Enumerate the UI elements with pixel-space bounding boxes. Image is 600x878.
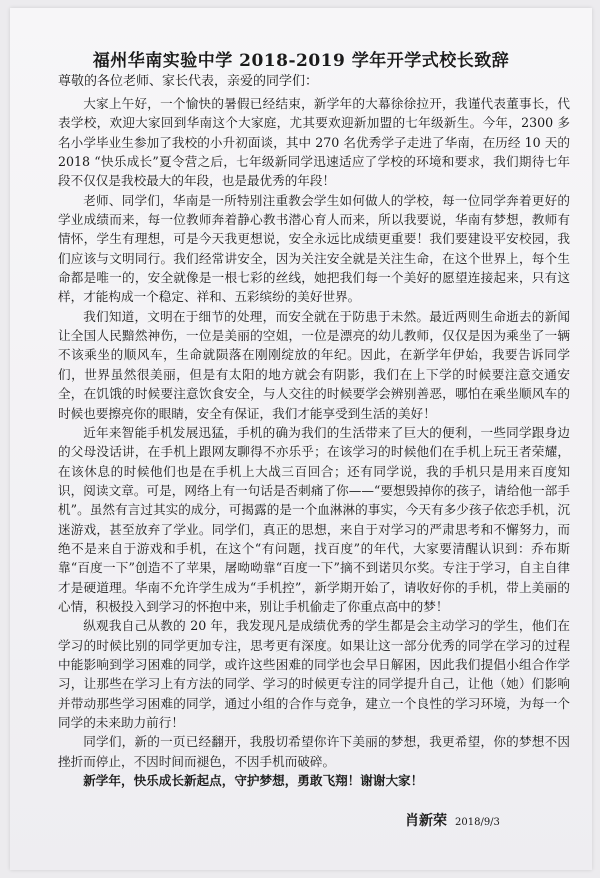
paragraph-greeting: 大家上午好，一个愉快的暑假已经结束，新学年的大幕徐徐拉开，我谨代表董事长，代表学校，欢迎大家回到华南这个大家庭，尤其要欢迎新加盟的七年级新生。今年，2300 多名小学毕业生参加了我校的小升初面谈，其中 270 名优秀学子走进了华南，在历经 10 天的 2018 “快乐成长”夏令营之后，七年级新同学迅速适应了学校的环境和要求，我们期待七年段不仅仅是我校最大的年段，也是最优秀的年段！ (58, 96, 570, 189)
paragraph-civility: 我们知道，文明在于细节的处理，而安全就在于防患于未然。最近两则生命逝去的新闻让全国人民黯然神伤，一位是美丽的空姐，一位是漂亮的幼儿教师，仅仅是因为乘坐了一辆不该乘坐的顺风车，生命就陨落在刚刚绽放的年纪。因此，在新学年伊始，我要告诉同学们，世界虽然很美丽，但是有太阳的地方就会有阴影，我们在上下学的时候要注意交通安全，在饥饿的时候要注意饮食安全，与人交往的时候要学会辨别善恶，哪怕在乘坐顺风车的时候也要擦亮你的眼睛，安全有保证，我们才能享受到生活的美好！ (58, 308, 570, 421)
paragraph-safety: 老师、同学们，华南是一所特别注重教会学生如何做人的学校，每一位同学奔着更好的学业成绩而来，每一位教师奔着静心教书潜心育人而来，所以我要说，华南有梦想，教师有情怀，学生有理想，可是今天我更想说，安全永远比成绩更重要！我们要建设平安校园，我们应该与文明同行。我们经常讲安全，因为关注安全就是关注生命，在这个世界上，每个生命都是唯一的，安全就像是一根七彩的丝线，她把我们每一个美好的愿望连接起来，只有这样，才能构成一个稳定、祥和、五彩缤纷的美好世界。 (58, 192, 570, 305)
closing-line: 新学年，快乐成长新起点，守护梦想，勇敢飞翔！谢谢大家！ (83, 773, 424, 789)
document-page (10, 8, 592, 870)
salutation: 尊敬的各位老师、家长代表，亲爱的同学们： (58, 74, 319, 89)
paragraph-group-study: 纵观我自己从教的 20 年，我发现凡是成绩优秀的学生都是会主动学习的学生，他们在学习的时候比别的同学更加专注，思考更有深度。如果让这一部分优秀的同学在学习的过程中能影响到学习困难的同学，或许这些困难的同学也会早日解困，因此我们提倡小组合作学习，让那些在学习上有方法的同学、学习的时候更专注的同学提升自己，让他（她）们影响并带动那些学习困难的同学，通过小组的合作与竞争，建立一个良性的学习环境，为每一个同学的未来助力前行！ (58, 618, 570, 730)
paragraph-phones: 近年来智能手机发展迅猛，手机的确为我们的生活带来了巨大的便利，一些同学跟身边的父母没话讲，在手机上跟网友聊得不亦乐乎；在该学习的时候他们在手机上玩王者荣耀，在该休息的时候他们也是在手机上大战三百回合；还有同学说，我的手机只是用来百度知识，阅读文章。可是，网络上有一句话是否刺痛了你——“要想毁掉你的孩子，请给他一部手机”。虽然有言过其实的成分，可揭露的是一个血淋淋的事实，今天有多少孩子依恋手机，沉迷游戏，甚至放弃了学业。同学们，真正的思想，来自于对学习的严肃思考和不懈努力，而绝不是来自于游戏和手机，在这个“有问题，找百度”的年代，大家要清醒认识到：乔布斯靠“百度一下”创造不了苹果，屠呦呦靠“百度一下”摘不到诺贝尔奖。专注于学习，自主自律才是硬道理。华南不允许学生成为“手机控”，新学期开始了，请收好你的手机，带上美丽的心情，积极投入到学习的怀抱中来，别让手机偷走了你重点高中的梦！ (58, 424, 570, 614)
paragraph-dreams: 同学们，新的一页已经翻开，我殷切希望你许下美丽的梦想，我更希望，你的梦想不因挫折而停止，不因时间而褪色，不因手机而破碎。 (58, 734, 570, 769)
document-body (58, 94, 570, 790)
signature-date: 2018/9/3 (455, 817, 500, 828)
signature-name: 肖新荣 (405, 813, 447, 829)
signature (405, 810, 500, 830)
document-title: 福州华南实验中学 2018-2019 学年开学式校长致辞 (92, 51, 510, 71)
